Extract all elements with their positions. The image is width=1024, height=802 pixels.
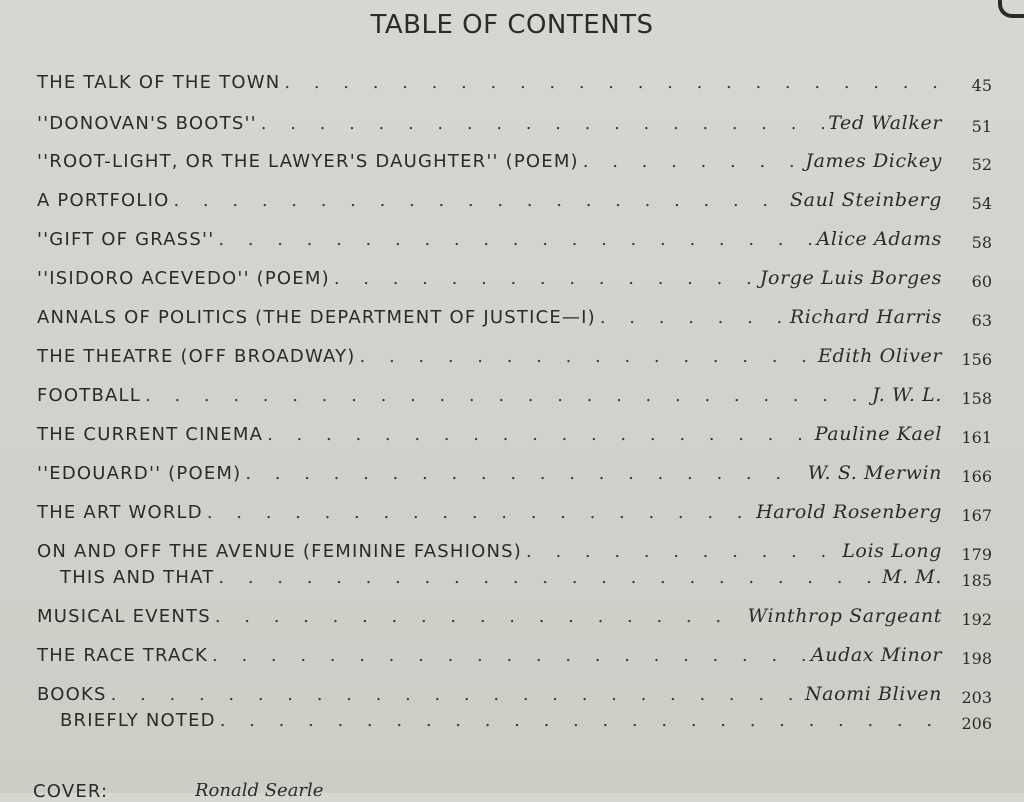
dot-leader [173, 190, 786, 211]
entry-page-number: 166 [961, 467, 992, 486]
entry-author: Audax Minor [810, 644, 942, 666]
entry-title: THE THEATRE (OFF BROADWAY) [37, 346, 356, 367]
dot-leader [284, 72, 938, 93]
entry-author: J. W. L. [872, 384, 942, 406]
entry-page-number: 161 [961, 428, 992, 447]
dot-leader [111, 684, 801, 705]
toc-entry [37, 267, 992, 297]
toc-entry [37, 72, 992, 102]
dot-leader [212, 645, 807, 666]
dot-leader [218, 229, 812, 250]
entry-title: ''ISIDORO ACEVEDO'' (POEM) [37, 268, 330, 289]
entry-page-number: 63 [971, 311, 992, 330]
dot-leader [261, 113, 824, 134]
entry-author: Jorge Luis Borges [759, 267, 942, 289]
entry-page-number: 185 [961, 571, 992, 590]
entry-page-number: 158 [961, 389, 992, 408]
entry-page-number: 198 [961, 649, 992, 668]
toc-entry [37, 384, 992, 414]
entry-title: ON AND OFF THE AVENUE (FEMININE FASHIONS) [37, 541, 523, 562]
toc-entry [37, 112, 992, 142]
entry-author: Naomi Bliven [804, 683, 942, 705]
dot-leader [600, 307, 786, 328]
toc-entry [60, 710, 992, 740]
toc-entry [37, 501, 992, 531]
entry-title: FOOTBALL [37, 385, 142, 406]
toc-entry [37, 345, 992, 375]
entry-title: THE ART WORLD [37, 502, 203, 523]
entry-title: ''GIFT OF GRASS'' [37, 229, 215, 250]
toc-entry [37, 228, 992, 258]
entry-page-number: 203 [961, 688, 992, 707]
entry-author: Richard Harris [789, 306, 942, 328]
dot-leader [145, 385, 868, 406]
toc-entry [37, 644, 992, 674]
dot-leader [267, 424, 811, 445]
dot-leader [245, 463, 803, 484]
entry-page-number: 52 [971, 155, 992, 174]
entry-author: Alice Adams [816, 228, 942, 250]
entry-author: W. S. Merwin [807, 462, 942, 484]
entry-page-number: 45 [971, 76, 992, 95]
entry-page-number: 179 [961, 545, 992, 564]
cover-credit: Ronald Searle [195, 780, 324, 801]
toc-entry [60, 566, 992, 596]
entry-title: ANNALS OF POLITICS (THE DEPARTMENT OF JUSTICE—I) [37, 307, 596, 328]
dot-leader [583, 151, 802, 172]
entry-title: MUSICAL EVENTS [37, 606, 211, 627]
entry-author: Saul Steinberg [790, 189, 942, 211]
dot-leader [334, 268, 756, 289]
entry-author: Edith Oliver [817, 345, 942, 367]
toc-entry [37, 306, 992, 336]
entry-title: ''EDOUARD'' (POEM) [37, 463, 242, 484]
entry-page-number: 58 [971, 233, 992, 252]
dot-leader [207, 502, 752, 523]
entry-author: Lois Long [842, 540, 942, 562]
entry-page-number: 156 [961, 350, 992, 369]
entry-title: A PORTFOLIO [37, 190, 170, 211]
entry-page-number: 54 [971, 194, 992, 213]
entry-title: BOOKS [37, 684, 107, 705]
toc-entry [37, 683, 992, 713]
toc-entry [37, 423, 992, 453]
entry-page-number: 206 [961, 714, 992, 733]
entry-title: THE RACE TRACK [37, 645, 209, 666]
entry-title: THE TALK OF THE TOWN [37, 72, 281, 93]
dot-leader [215, 606, 744, 627]
entry-author: Winthrop Sargeant [747, 605, 942, 627]
toc-entry [37, 189, 992, 219]
dot-leader [526, 541, 838, 562]
entry-page-number: 192 [961, 610, 992, 629]
entry-author: Ted Walker [828, 112, 942, 134]
entry-title: THE CURRENT CINEMA [37, 424, 264, 445]
dot-leader [220, 710, 938, 731]
entry-author: M. M. [881, 566, 942, 588]
entry-author: Pauline Kael [814, 423, 942, 445]
entry-author: James Dickey [805, 150, 942, 172]
entry-title: ''DONOVAN'S BOOTS'' [37, 113, 257, 134]
entry-author: Harold Rosenberg [756, 501, 942, 523]
toc-entry [37, 605, 992, 635]
cover-label: COVER: [33, 781, 109, 802]
entry-title: ''ROOT-LIGHT, OR THE LAWYER'S DAUGHTER'' (POEM) [37, 151, 579, 172]
entry-title: THIS AND THAT [60, 567, 215, 588]
dot-leader [218, 567, 878, 588]
entry-page-number: 60 [971, 272, 992, 291]
page-title: TABLE OF CONTENTS [370, 10, 654, 40]
entry-title: BRIEFLY NOTED [60, 710, 216, 731]
entry-page-number: 51 [971, 117, 992, 136]
entry-page-number: 167 [961, 506, 992, 525]
dot-leader [360, 346, 814, 367]
toc-entry [37, 150, 992, 180]
toc-entry [37, 462, 992, 492]
